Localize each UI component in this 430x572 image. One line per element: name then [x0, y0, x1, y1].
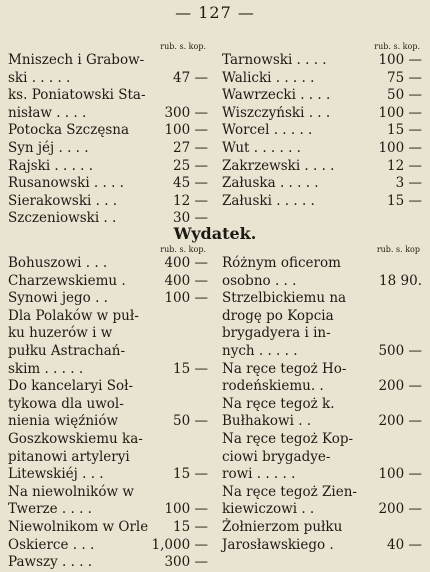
- entry-amount: 45 —: [173, 175, 208, 192]
- ledger-entry: [8, 308, 208, 378]
- entry-amount: 200 —: [378, 413, 422, 430]
- entry-text: nych . . . . .: [222, 342, 298, 359]
- entry-text: Sierakowski . . .: [8, 192, 118, 209]
- entry-amount: 100 —: [378, 52, 422, 68]
- entry-text: ciowi brygadye-: [222, 448, 331, 465]
- ledger-entry: [222, 361, 422, 396]
- entry-line: [8, 273, 208, 291]
- entry-line: [8, 52, 208, 70]
- entry-text: Mniszech i Grabow-: [8, 52, 145, 68]
- entry-line: [222, 378, 422, 396]
- ledger-entry: [8, 193, 208, 211]
- entry-text: Rajski . . . . .: [8, 157, 94, 174]
- entry-line: [8, 122, 208, 140]
- incomes-right-column: [222, 42, 422, 210]
- entry-text: Syn jéj . . . .: [8, 139, 89, 156]
- ledger-entry: [222, 175, 422, 193]
- entry-text: ski . . . . .: [8, 69, 71, 86]
- entry-line: [222, 519, 422, 537]
- entry-line: [222, 308, 422, 326]
- entry-amount: 15 —: [173, 466, 208, 483]
- entry-amount: 25 —: [173, 157, 208, 174]
- entry-line: [222, 175, 422, 193]
- entry-amount: 15 —: [387, 192, 422, 209]
- entry-text: Pawszy . . . .: [8, 554, 93, 571]
- entry-text: skim . . . . .: [8, 360, 84, 377]
- entry-line: [222, 466, 422, 484]
- entry-line: [222, 290, 422, 308]
- unit-label: rub. s. kop: [376, 245, 420, 254]
- entry-line: [222, 122, 422, 140]
- expenses-left-column: [8, 245, 208, 572]
- entry-amount: 50 —: [173, 413, 208, 430]
- entry-text: Do kancelaryi Soł-: [8, 378, 134, 395]
- entry-text: pułku Astrachań-: [8, 342, 126, 359]
- entry-amount: 300 —: [164, 554, 208, 571]
- ledger-entry: [222, 484, 422, 519]
- entry-amount: 30 —: [173, 210, 208, 227]
- entry-text: Żołnierzom pułku: [222, 518, 343, 535]
- ledger-entry: [8, 52, 208, 87]
- entry-text: Rusanowski . . . .: [8, 175, 124, 192]
- ledger-entry: [8, 158, 208, 176]
- entry-line: [8, 519, 208, 537]
- entry-line: [8, 361, 208, 379]
- ledger-entry: [8, 255, 208, 273]
- entry-amount: 100 —: [378, 104, 422, 121]
- ledger-entry: [222, 193, 422, 211]
- entry-amount: 200 —: [378, 378, 422, 395]
- entry-line: [222, 537, 422, 555]
- entry-line: [8, 140, 208, 158]
- entry-amount: 100 —: [164, 290, 208, 307]
- entry-amount: 47 —: [173, 69, 208, 86]
- entry-line: [222, 484, 422, 502]
- entry-text: Bohuszowi . . .: [8, 255, 108, 271]
- entry-text: rodeńskiemu. .: [222, 378, 324, 395]
- page-number: — 127 —: [175, 3, 255, 22]
- entry-line: [222, 255, 422, 273]
- entries: [222, 52, 422, 210]
- entry-text: ks. Poniatowski Sta-: [8, 87, 146, 104]
- entry-amount: 15 —: [387, 122, 422, 139]
- entry-line: [222, 449, 422, 467]
- entry-text: Dla Polaków w puł-: [8, 307, 139, 324]
- entries: [8, 255, 208, 572]
- entry-text: Worcel . . . . .: [222, 122, 313, 139]
- entry-line: [222, 361, 422, 379]
- entry-line: [8, 193, 208, 211]
- entry-amount: 3 —: [395, 175, 422, 192]
- incomes-left-column: [8, 42, 208, 228]
- entry-text: brygadyera i in-: [222, 325, 331, 342]
- unit-label: rub. s. kop.: [160, 245, 206, 254]
- entry-amount: 12 —: [387, 157, 422, 174]
- ledger-entry: [222, 396, 422, 431]
- entry-amount: 400 —: [164, 272, 208, 289]
- entry-line: [8, 70, 208, 88]
- ledger-entry: [8, 87, 208, 122]
- entry-text: Bułhakowi . .: [222, 413, 312, 430]
- entry-line: [8, 449, 208, 467]
- ledger-entry: [8, 378, 208, 431]
- entry-amount: 100 —: [164, 501, 208, 518]
- entry-text: Jarosławskiego .: [222, 536, 334, 553]
- entry-text: tykowa dla uwol-: [8, 395, 124, 412]
- entry-line: [8, 501, 208, 519]
- entry-line: [222, 343, 422, 361]
- expenses-right-column: [222, 245, 422, 554]
- entry-line: [222, 501, 422, 519]
- entry-text: Wiszczyński . . .: [222, 104, 331, 121]
- entry-line: [222, 325, 422, 343]
- ledger-entry: [222, 105, 422, 123]
- entry-line: [8, 413, 208, 431]
- ledger-entry: [222, 52, 422, 70]
- ledger-entry: [222, 140, 422, 158]
- entry-amount: 12 —: [173, 192, 208, 209]
- ledger-entry: [222, 70, 422, 88]
- entry-amount: 15 —: [173, 360, 208, 377]
- entry-line: [8, 158, 208, 176]
- entries: [8, 52, 208, 228]
- entry-text: Oskierce . . .: [8, 536, 95, 553]
- ledger-entry: [8, 175, 208, 193]
- unit-label: rub. s. kop.: [160, 42, 206, 51]
- entry-amount: 200 —: [378, 501, 422, 518]
- entry-amount: 100 —: [378, 139, 422, 156]
- entry-line: [8, 290, 208, 308]
- entry-line: [8, 343, 208, 361]
- entry-text: Na ręce tegoż k.: [222, 395, 335, 412]
- ledger-entry: [8, 122, 208, 140]
- entry-amount: 75 —: [387, 69, 422, 86]
- entry-line: [222, 273, 422, 291]
- entry-amount: 100 —: [378, 466, 422, 483]
- entry-text: Potocka Szczęsna: [8, 122, 129, 139]
- entry-line: [222, 193, 422, 211]
- entry-text: pitanowi artyleryi: [8, 448, 130, 465]
- entry-text: Na ręce tegoż Kop-: [222, 430, 354, 447]
- ledger-entry: [222, 255, 422, 290]
- entry-text: Zakrzewski . . . .: [222, 157, 335, 174]
- entry-text: rowi . . . . .: [222, 466, 296, 483]
- entry-line: [222, 158, 422, 176]
- ledger-entry: [222, 122, 422, 140]
- entry-amount: 40 —: [387, 536, 422, 553]
- entry-amount: 400 —: [164, 255, 208, 271]
- entry-line: [8, 105, 208, 123]
- entry-text: Twerze . . . .: [8, 501, 92, 518]
- entry-amount: 1,000 —: [151, 536, 208, 553]
- ledger-entry: [8, 554, 208, 572]
- entry-text: Szczeniowski . .: [8, 210, 117, 227]
- entry-text: Wut . . . . . .: [222, 139, 301, 156]
- entry-text: kiewiczowi . .: [222, 501, 315, 518]
- entry-line: [222, 431, 422, 449]
- entry-text: nisław . . . .: [8, 104, 87, 121]
- entry-text: drogę po Kopcia: [222, 307, 334, 324]
- ledger-entry: [8, 431, 208, 484]
- entry-text: Różnym oficerom: [222, 255, 341, 271]
- entries: [222, 255, 422, 554]
- ledger-entry: [8, 537, 208, 555]
- entry-text: Wawrzecki . . . .: [222, 87, 331, 104]
- entry-amount: 300 —: [164, 104, 208, 121]
- entry-line: [8, 431, 208, 449]
- entry-text: ku huzerów i w: [8, 325, 113, 342]
- section-title: Wydatek.: [173, 224, 257, 243]
- ledger-entry: [222, 87, 422, 105]
- entry-amount: 15 —: [173, 518, 208, 535]
- ledger-entry: [8, 140, 208, 158]
- ledger-entry: [8, 519, 208, 537]
- entry-text: Litewskiéj . . .: [8, 466, 104, 483]
- entry-line: [222, 413, 422, 431]
- entry-line: [8, 466, 208, 484]
- ledger-entry: [222, 431, 422, 484]
- entry-line: [8, 308, 208, 326]
- entry-line: [222, 52, 422, 70]
- entry-text: Załuski . . . . .: [222, 192, 315, 209]
- ledger-entry: [222, 519, 422, 554]
- entry-line: [8, 378, 208, 396]
- entry-text: Strzelbickiemu na: [222, 290, 347, 307]
- entry-amount: 27 —: [173, 139, 208, 156]
- entry-amount: 18 90.: [379, 272, 422, 289]
- entry-line: [222, 87, 422, 105]
- ledger-entry: [222, 158, 422, 176]
- entry-amount: 500 —: [378, 342, 422, 359]
- entry-text: Tarnowski . . . .: [222, 52, 327, 68]
- entry-text: Na ręce tegoż Ho-: [222, 360, 347, 377]
- entry-text: Niewolnikom w Orle: [8, 518, 149, 535]
- ledger-entry: [8, 273, 208, 291]
- ledger-entry: [8, 484, 208, 519]
- entry-line: [8, 87, 208, 105]
- entry-line: [222, 396, 422, 414]
- entry-line: [8, 396, 208, 414]
- entry-text: Na niewolników w: [8, 483, 134, 500]
- entry-line: [8, 325, 208, 343]
- entry-text: Goszkowskiemu ka-: [8, 430, 143, 447]
- entry-line: [222, 140, 422, 158]
- entry-text: Walicki . . . . .: [222, 69, 315, 86]
- entry-line: [8, 175, 208, 193]
- ledger-entry: [222, 290, 422, 360]
- entry-line: [8, 255, 208, 273]
- entry-amount: 100 —: [164, 122, 208, 139]
- entry-amount: 50 —: [387, 87, 422, 104]
- entry-text: osobno . . .: [222, 272, 297, 289]
- entry-text: Charzewskiemu .: [8, 272, 126, 289]
- unit-label: rub. s. kop.: [374, 42, 420, 51]
- entry-line: [8, 484, 208, 502]
- entry-text: Synowi jego . .: [8, 290, 108, 307]
- entry-text: Na ręce tegoż Zien-: [222, 483, 357, 500]
- ledger-entry: [8, 290, 208, 308]
- entry-line: [222, 70, 422, 88]
- entry-line: [8, 554, 208, 572]
- entry-text: nienia więźniów: [8, 413, 119, 430]
- entry-text: Załuska . . . . .: [222, 175, 319, 192]
- entry-line: [8, 537, 208, 555]
- entry-line: [222, 105, 422, 123]
